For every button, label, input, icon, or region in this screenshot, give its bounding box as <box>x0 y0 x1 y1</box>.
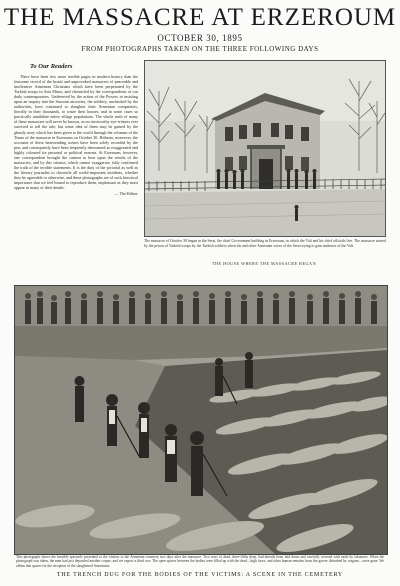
page-subtitle: FROM PHOTOGRAPHS TAKEN ON THE THREE FOLLOWING DAYS <box>81 45 319 53</box>
editor-signature: — The Editor. <box>114 191 138 197</box>
readers-body: There have been few more terrible pages in modern history than the fearsome record of the brutal and unprovoked massacres of peaceable and inoffensive Armenian Christians which have been perpetrated by the Turkish troops in Asia Minor, and chronicled by the correspondents of our daily contemporaries. Undeterred by the action of the Powers in insisting upon an inquiry into the Sassoun atrocities, the soldiery, unchecked by the authorities, have continued to slaughter their Armenian compatriots, literally in their thousands, to waste their houses, and in some cases so practically annihilate entire village populations. The whole truth of many of these massacres will never be known, as no trustworthy eye-witness ever survived to tell the tale; but some idea of them may be gained by the ghastly story which has been given to the world through the columns of the Times of the massacre in Erzeroum on October 30. Hitherto, moreover, the accounts of these heartrending scenes have been solely recorded by the pen, and consequently have been frequently denounced as exaggerated and highly coloured for personal or political reasons. At Erzeroum, however, one correspondent brought the camera to bear upon the results of the massacres, and by this witness, which cannot exaggerate, fully confirmed the truth of the terrible statements. It is the duty of the pictorial as well as the literary journalist to chronicle all world-important incidents, whether they be agreeable or otherwise, and these photographs are of such historical importance that we feel bound to reproduce them, unpleasant as they must appear in many of their details. <box>14 74 138 191</box>
trench-engraving <box>15 286 387 554</box>
trench-illustration <box>14 285 388 555</box>
page-title: THE MASSACRE AT ERZEROUM <box>3 4 397 31</box>
masthead <box>0 4 400 54</box>
house-caption: THE HOUSE WHERE THE MASSACRE BEGAN <box>211 261 317 266</box>
trench-caption-detail: This photograph shows the horrible spectacle presented to the visitors to the Armenian cemetery two days after the massacre. Two rows of dead, three-fifths deep, had already been laid down and carefully covered with earth by labourers. When the photograph was taken, the men had just deposited another corpse, and we expect a third row. The open spaces between the bodies were filled up with the dead—high faces, and other human remains from the graves disturbed by wagons—were gone. We affirm that spaces for the reception of the slaughtered Armenians. <box>16 555 384 568</box>
house-caption-detail: The massacre of October 30 began in the Serai, the chief Government building in Erzeroum, in which the Vali and his chief officials live. The massacre started by the prison of Turkish troops by the Turkish soldiers when his and other Armenian wives of the Serai trying to gain audience of the Vali. <box>144 239 386 248</box>
house-illustration <box>144 60 386 237</box>
house-engraving <box>145 61 385 236</box>
trench-caption: THE TRENCH DUG FOR THE BODIES OF THE VICTIMS: A SCENE IN THE CEMETERY <box>56 572 344 578</box>
issue-date: OCTOBER 30, 1895 <box>157 33 243 43</box>
readers-heading: To Our Readers <box>30 63 73 70</box>
readers-column <box>14 62 138 278</box>
